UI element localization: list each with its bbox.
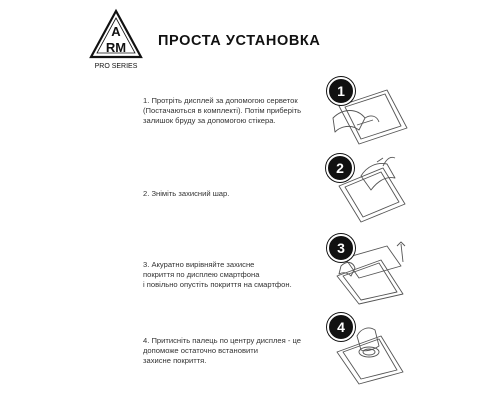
arm-logo (83, 8, 149, 74)
arm-logo-icon (83, 8, 149, 74)
page-title: ПРОСТА УСТАНОВКА (158, 33, 321, 49)
step-1-text: 1. Протріть дисплей за допомогою серветок (Постачаються в комплекті). Потім приберіть залишок бруду за допомогою стікера. (143, 96, 302, 126)
logo-subtitle: PRO SERIES (94, 63, 138, 70)
logo-letter-a: A (111, 24, 121, 39)
step-3-text: 3. Акуратно вирівняйте захисне покриття по дисплею смартфона і повільно опустіть покриття на смартфон. (143, 260, 292, 290)
step-4-text: 4. Притисніть палець по центру дисплея - це допоможе остаточно встановити захисне покриття. (143, 336, 301, 366)
step-3-badge: 3 (327, 234, 355, 262)
step-2-badge: 2 (326, 154, 354, 182)
logo-letters-rm: RM (105, 40, 127, 55)
step-1-badge: 1 (327, 77, 355, 105)
step-2-text: 2. Зніміть захисний шар. (143, 189, 230, 198)
step-4-badge: 4 (327, 313, 355, 341)
